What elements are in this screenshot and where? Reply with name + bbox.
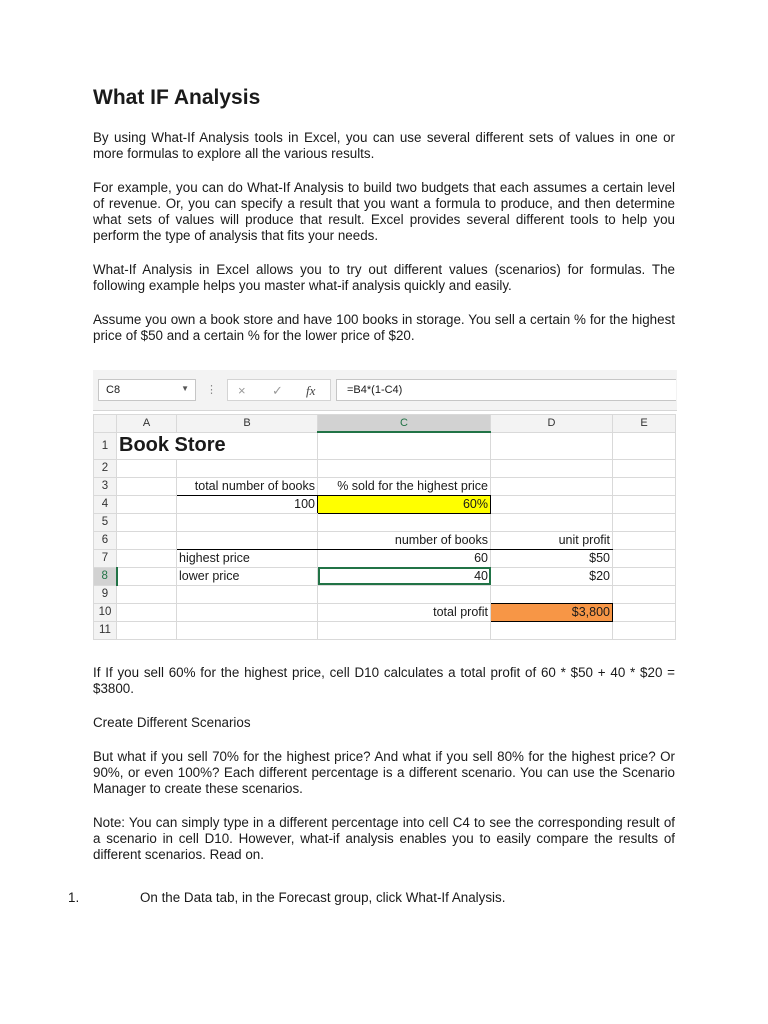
spreadsheet-grid	[93, 414, 676, 640]
cell-d7[interactable]: $50	[491, 549, 613, 567]
cell-e6[interactable]	[613, 531, 676, 549]
chevron-down-icon[interactable]: ▼	[181, 384, 189, 393]
formula-buttons	[227, 379, 331, 401]
cell-e11[interactable]	[613, 621, 676, 639]
row-header-1[interactable]: 1	[94, 432, 117, 459]
row-header-10[interactable]: 10	[94, 603, 117, 621]
section-heading-scenarios: Create Different Scenarios	[93, 715, 251, 730]
list-number: 1.	[68, 890, 80, 905]
paragraph-note: Note: You can simply type in a different percentage into cell C4 to see the corresponding result of a scenario in cell D10. However, what-if analysis enables you to easily compare the results of different scenarios. Read on.	[93, 815, 675, 862]
row-header-7[interactable]: 7	[94, 549, 117, 567]
list-text: On the Data tab, in the Forecast group, click What-If Analysis.	[140, 890, 506, 905]
cell-c10[interactable]: total profit	[318, 603, 491, 621]
cell-a1[interactable]: Book Store	[117, 432, 318, 459]
cell-e5[interactable]	[613, 513, 676, 531]
cell-e7[interactable]	[613, 549, 676, 567]
cancel-icon[interactable]: ×	[238, 383, 246, 398]
cell-a5[interactable]	[117, 513, 177, 531]
paragraph-result: If If you sell 60% for the highest price, cell D10 calculates a total profit of 60 * $50 + 40 * $20 = $3800.	[93, 665, 675, 696]
cell-c7[interactable]: 60	[318, 549, 491, 567]
formula-input[interactable]: =B4*(1-C4)	[336, 379, 676, 401]
cell-e2[interactable]	[613, 459, 676, 477]
cell-c6[interactable]: number of books	[318, 531, 491, 549]
cell-c1[interactable]	[318, 432, 491, 459]
cell-d5[interactable]	[491, 513, 613, 531]
cell-b9[interactable]	[177, 585, 318, 603]
paragraph-example: For example, you can do What-If Analysis to build two budgets that each assumes a certain level of revenue. Or, you can specify a result that you want a formula to produce, and then determine what sets of values will produce that result. Excel provides several different tools to help you perform the type of analysis that fits your needs.	[93, 180, 675, 243]
cell-b2[interactable]	[177, 459, 318, 477]
row-header-4[interactable]: 4	[94, 495, 117, 513]
document-page-continued	[93, 665, 675, 881]
cell-d8[interactable]: $20	[491, 567, 613, 585]
row-header-3[interactable]: 3	[94, 477, 117, 495]
cell-b5[interactable]	[177, 513, 318, 531]
cell-a9[interactable]	[117, 585, 177, 603]
cell-e9[interactable]	[613, 585, 676, 603]
cell-c9[interactable]	[318, 585, 491, 603]
cell-a3[interactable]	[117, 477, 177, 495]
row-header-6[interactable]: 6	[94, 531, 117, 549]
cell-d4[interactable]	[491, 495, 613, 513]
paragraph-what-if: But what if you sell 70% for the highest price? And what if you sell 80% for the highest price? Or 90%, or even 100%? Each different percentage is a different scenario. You can use the Scenario Manager to create these scenarios.	[93, 749, 675, 796]
cell-b10[interactable]	[177, 603, 318, 621]
paragraph-intro: By using What-If Analysis tools in Excel, you can use several different sets of values in one or more formulas to explore all the various results.	[93, 130, 675, 161]
cell-a11[interactable]	[117, 621, 177, 639]
row-header-2[interactable]: 2	[94, 459, 117, 477]
document-page	[93, 86, 675, 362]
cell-d2[interactable]	[491, 459, 613, 477]
cell-a6[interactable]	[117, 531, 177, 549]
cell-b8[interactable]: lower price	[177, 567, 318, 585]
col-header-c[interactable]: C	[318, 415, 491, 433]
cell-b3[interactable]: total number of books	[177, 477, 318, 495]
cell-a4[interactable]	[117, 495, 177, 513]
cell-b11[interactable]	[177, 621, 318, 639]
paragraph-bookstore: Assume you own a book store and have 100 books in storage. You sell a certain % for the highest price of $50 and a certain % for the lower price of $20.	[93, 312, 675, 343]
cell-b6[interactable]	[177, 531, 318, 549]
cell-b7[interactable]: highest price	[177, 549, 318, 567]
cell-a2[interactable]	[117, 459, 177, 477]
name-box[interactable]: C8 ▼	[98, 379, 196, 401]
col-header-e[interactable]: E	[613, 415, 676, 433]
col-header-d[interactable]: D	[491, 415, 613, 433]
row-header-11[interactable]: 11	[94, 621, 117, 639]
cell-d11[interactable]	[491, 621, 613, 639]
fx-icon[interactable]: fx	[306, 383, 316, 398]
check-icon[interactable]: ✓	[272, 383, 283, 398]
cell-e8[interactable]	[613, 567, 676, 585]
row-header-8[interactable]: 8	[94, 567, 117, 585]
cell-c8[interactable]: 40	[318, 567, 491, 585]
col-header-b[interactable]: B	[177, 415, 318, 433]
cell-c2[interactable]	[318, 459, 491, 477]
cell-d9[interactable]	[491, 585, 613, 603]
cell-d10[interactable]: $3,800	[491, 603, 613, 621]
row-header-9[interactable]: 9	[94, 585, 117, 603]
col-header-a[interactable]: A	[117, 415, 177, 433]
paragraph-scenarios: What-If Analysis in Excel allows you to try out different values (scenarios) for formulas. The following example helps you master what-if analysis quickly and easily.	[93, 262, 675, 293]
cell-c4[interactable]: 60%	[318, 495, 491, 513]
cell-a8[interactable]	[117, 567, 177, 585]
cell-a10[interactable]	[117, 603, 177, 621]
formula-bar	[93, 370, 677, 411]
cell-e4[interactable]	[613, 495, 676, 513]
cell-e1[interactable]	[613, 432, 676, 459]
cell-d6[interactable]: unit profit	[491, 531, 613, 549]
cell-c3[interactable]: % sold for the highest price	[318, 477, 491, 495]
row-header-5[interactable]: 5	[94, 513, 117, 531]
cell-d1[interactable]	[491, 432, 613, 459]
page-title: What IF Analysis	[93, 86, 261, 109]
cell-b4[interactable]: 100	[177, 495, 318, 513]
cell-c5[interactable]	[318, 513, 491, 531]
cell-e3[interactable]	[613, 477, 676, 495]
cell-a7[interactable]	[117, 549, 177, 567]
excel-screenshot	[93, 370, 677, 646]
cell-d3[interactable]	[491, 477, 613, 495]
more-options-icon[interactable]: ⋮	[206, 384, 217, 396]
cell-e10[interactable]	[613, 603, 676, 621]
corner-cell[interactable]	[94, 415, 117, 433]
cell-c11[interactable]	[318, 621, 491, 639]
